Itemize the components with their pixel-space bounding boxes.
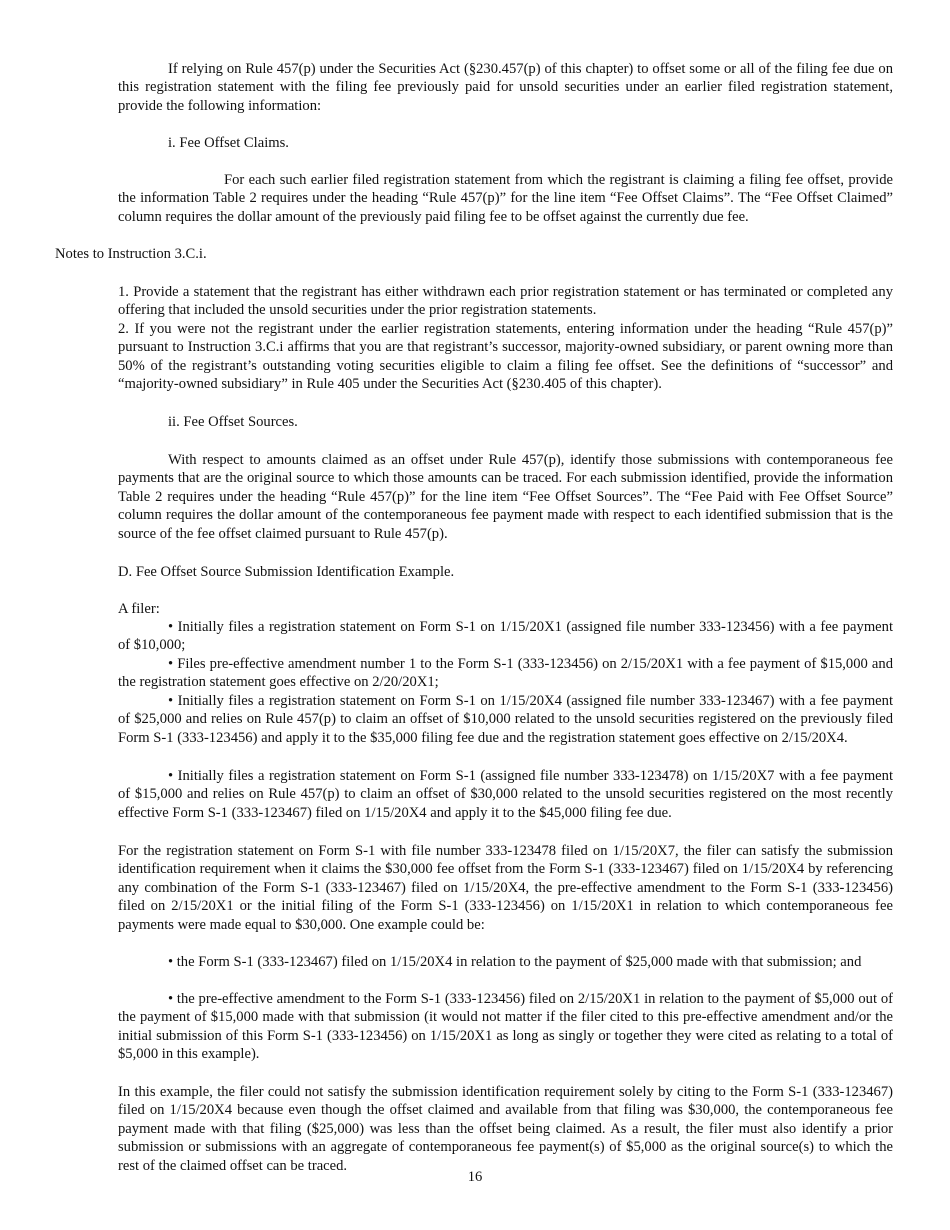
filer-bullet-4: • Initially files a registration statement on Form S-1 (assigned file number 333-123478) on 1/15/20X7 with a fee payment of $15,000 and relies on Rule 457(p) to claim an offset of $30,000 related to the unsold securities registered on the most recently effective Form S-1 (333-123467) filed on 1/15/20X4 and apply it to the $45,000 filing fee due. bbox=[118, 768, 893, 821]
fee-offset-claims-body: For each such earlier filed registration statement from which the registrant is claiming a filing fee offset, provide the information Table 2 requires under the heading “Rule 457(p)” for the line item “Fee Offset Claims”. The “Fee Offset Claimed” column requires the dollar amount of the previously paid filing fee to be offset against the currently due fee. bbox=[118, 172, 893, 225]
example-bullet-2: • the pre-effective amendment to the Form S-1 (333-123456) filed on 2/15/20X1 in relation to the payment of $5,000 out of the payment of $15,000 made with that submission (it would not matter if the filer cited to this pre-effective amendment and/or the initial submission of this Form S-1 (333-123456) on 1/15/20X1 as long as singly or together they were cited as relating to a total of $5,000 in this example). bbox=[118, 991, 893, 1063]
fee-offset-sources-heading: ii. Fee Offset Sources. bbox=[168, 414, 298, 430]
page-number: 16 bbox=[467, 1169, 483, 1185]
example-bullet-1: • the Form S-1 (333-123467) filed on 1/15/20X4 in relation to the payment of $25,000 made with that submission; and bbox=[168, 954, 862, 970]
filer-bullet-1: • Initially files a registration statement on Form S-1 on 1/15/20X1 (assigned file number 333-123456) with a fee payment of $10,000; bbox=[118, 619, 893, 654]
example-paragraph-2: In this example, the filer could not satisfy the submission identification requirement solely by citing to the Form S-1 (333-123467) filed on 1/15/20X4 because even though the offset claimed and available from that filing was $30,000, the contemporaneous fee payment made with that filing ($25,000) was less than the offset being claimed. As a result, the filer must also identify a prior submission or submissions with an aggregate of contemporaneous fee payment(s) of $5,000 as the original source(s) to which the rest of the claimed offset can be traced. bbox=[118, 1084, 893, 1174]
example-paragraph-1: For the registration statement on Form S-1 with file number 333-123478 filed on 1/15/20X7, the filer can satisfy the submission identification requirement when it claims the $30,000 fee offset from the Form S-1 (333-123467) filed on 1/15/20X4 by referencing any combination of the Form S-1 (333-123467) filed on 1/15/20X4, the pre-effective amendment to the Form S-1 (333-123456) filed on 2/15/20X1 or the initial filing of the Form S-1 (333-123456) on 1/15/20X1 in relation to which contemporaneous fee payments were made equal to $30,000. One example could be: bbox=[118, 843, 893, 933]
fee-offset-sources-body: With respect to amounts claimed as an offset under Rule 457(p), identify those submissions with contemporaneous fee payments that are the original source to which those amounts can be traced. For each submission identified, provide the information Table 2 requires under the heading “Rule 457(p)” for the line item “Fee Offset Sources”. The “Fee Paid with Fee Offset Source” column requires the dollar amount of the contemporaneous fee payment made with respect to each identified submission that is the source of the fee offset claimed pursuant to Rule 457(p). bbox=[118, 452, 893, 542]
intro-paragraph: If relying on Rule 457(p) under the Securities Act (§230.457(p) of this chapter) to offset some or all of the filing fee due on this registration statement with the filing fee previously paid for unsold securities under an earlier filed registration statement, provide the following information: bbox=[118, 61, 893, 114]
note-1: 1. Provide a statement that the registrant has either withdrawn each prior registration statement or has terminated or completed any offering that included the unsold securities under the prior registration statements. bbox=[118, 284, 893, 319]
filer-bullet-2: • Files pre-effective amendment number 1 to the Form S-1 (333-123456) on 2/15/20X1 with a fee payment of $15,000 and the registration statement goes effective on 2/20/20X1; bbox=[118, 656, 893, 691]
example-heading: D. Fee Offset Source Submission Identification Example. bbox=[118, 564, 455, 580]
filer-label: A filer: bbox=[118, 601, 160, 617]
note-2: 2. If you were not the registrant under the earlier registration statements, entering information under the heading “Rule 457(p)” pursuant to Instruction 3.C.i affirms that you are that registrant’s successor, majority-owned subsidiary, or parent owning more than 50% of the registrant’s outstanding voting securities eligible to claim a filing fee offset. See the definitions of “successor” and “majority-owned subsidiary” in Rule 405 under the Securities Act (§230.405 of this chapter). bbox=[118, 321, 893, 393]
fee-offset-claims-heading: i. Fee Offset Claims. bbox=[168, 135, 289, 151]
notes-heading: Notes to Instruction 3.C.i. bbox=[55, 246, 207, 262]
filer-bullet-3: • Initially files a registration statement on Form S-1 on 1/15/20X4 (assigned file number 333-123467) with a fee payment of $25,000 and relies on Rule 457(p) to claim an offset of $10,000 related to the unsold securities registered on the previously filed Form S-1 (333-123456) and apply it to the $35,000 filing fee due and the registration statement goes effective on 2/15/20X4. bbox=[118, 693, 893, 746]
